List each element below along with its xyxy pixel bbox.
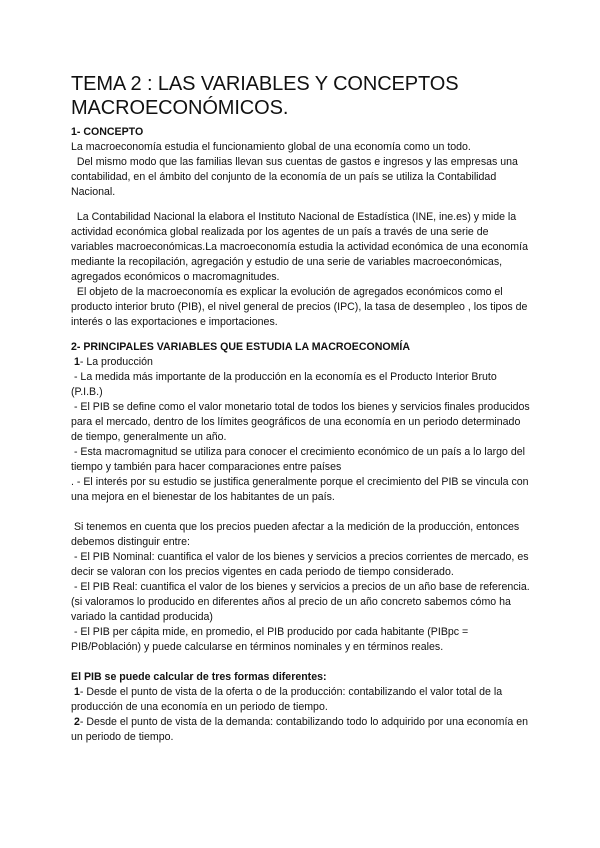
list-item: - La medida más importante de la producción en la economía es el Producto Interior Bruto (P.I.B.) <box>71 371 500 398</box>
item-text: - Desde el punto de vista de la oferta o de la producción: contabilizando el valor total de la producción de una economía en un periodo de tiempo. <box>71 686 506 713</box>
paragraph: Si tenemos en cuenta que los precios pueden afectar a la medición de la producción, entonces debemos distinguir entre: <box>71 521 523 548</box>
list-item <box>71 685 531 715</box>
list-item: - El PIB Real: cuantifica el valor de los bienes y servicios a precios de un año base de referencia. (si valoramos lo producido en diferentes años al precio de un año concreto sabemos cómo ha variado la cantidad producida) <box>71 581 533 623</box>
item-text: - Desde el punto de vista de la demanda: contabilizando todo lo adquirido por una economía en un periodo de tiempo. <box>71 716 531 743</box>
paragraph: La Contabilidad Nacional la elabora el Instituto Nacional de Estadística (INE, ine.es) y mide la actividad económica global realizada por los agentes de un país a través de una serie de variables macroeconómicas.La macroeconomía estudia la actividad económica de una economía mediante la recopilación, agregación y estudio de una serie de variables macroeconómicas, agregados económicos o macromagnitudes. <box>71 211 531 283</box>
section-heading-concepto: 1- CONCEPTO <box>71 126 144 138</box>
section-heading-formas: El PIB se puede calcular de tres formas diferentes: <box>71 671 327 683</box>
title-line-1: TEMA 2 : LAS VARIABLES Y CONCEPTOS <box>71 73 459 95</box>
item-label: - La producción <box>79 356 153 368</box>
item-number: 1 <box>71 686 80 698</box>
list-item: . - El interés por su estudio se justifica generalmente porque el crecimiento del PIB se vincula con una mejora en el bienestar de los habitantes de un país. <box>71 476 532 503</box>
list-item-produccion <box>71 355 531 370</box>
paragraph: Del mismo modo que las familias llevan sus cuentas de gastos e ingresos y las empresas una contabilidad, en el ámbito del conjunto de la economía de un país se utiliza la Contabilidad Nacional. <box>71 156 521 198</box>
list-item: - El PIB Nominal: cuantifica el valor de los bienes y servicios a precios corrientes de mercado, es decir se valoran con los precios vigentes en cada periodo de tiempo considerado. <box>71 551 532 578</box>
list-item <box>71 715 531 745</box>
section-heading-variables: 2- PRINCIPALES VARIABLES QUE ESTUDIA LA MACROECONOMÍA <box>71 341 411 353</box>
list-item: - Esta macromagnitud se utiliza para conocer el crecimiento económico de un país a lo largo del tiempo y también para hacer comparaciones entre países <box>71 446 528 473</box>
list-item: - El PIB per cápita mide, en promedio, el PIB producido por cada habitante (PIBpc = PIB/Población) y puede calcularse en términos nominales y en términos reales. <box>71 626 472 653</box>
document-page <box>71 72 531 745</box>
list-item: - El PIB se define como el valor monetario total de todos los bienes y servicios finales producidos para el mercado, dentro de los límites geográficos de una economía en un periodo determinado de tiempo, generalmente un año. <box>71 401 533 443</box>
paragraph: La macroeconomía estudia el funcionamiento global de una economía como un todo. <box>71 141 471 153</box>
paragraph: El objeto de la macroeconomía es explicar la evolución de agregados económicos como el producto interior bruto (PIB), el nivel general de precios (IPC), la tasa de desempleo , los tipos de interés o las exportaciones e importaciones. <box>71 286 531 328</box>
item-number: 1 <box>71 356 80 368</box>
title-line-2: MACROECONÓMICOS. <box>71 97 289 119</box>
page-title <box>71 72 531 120</box>
item-number: 2 <box>71 716 80 728</box>
